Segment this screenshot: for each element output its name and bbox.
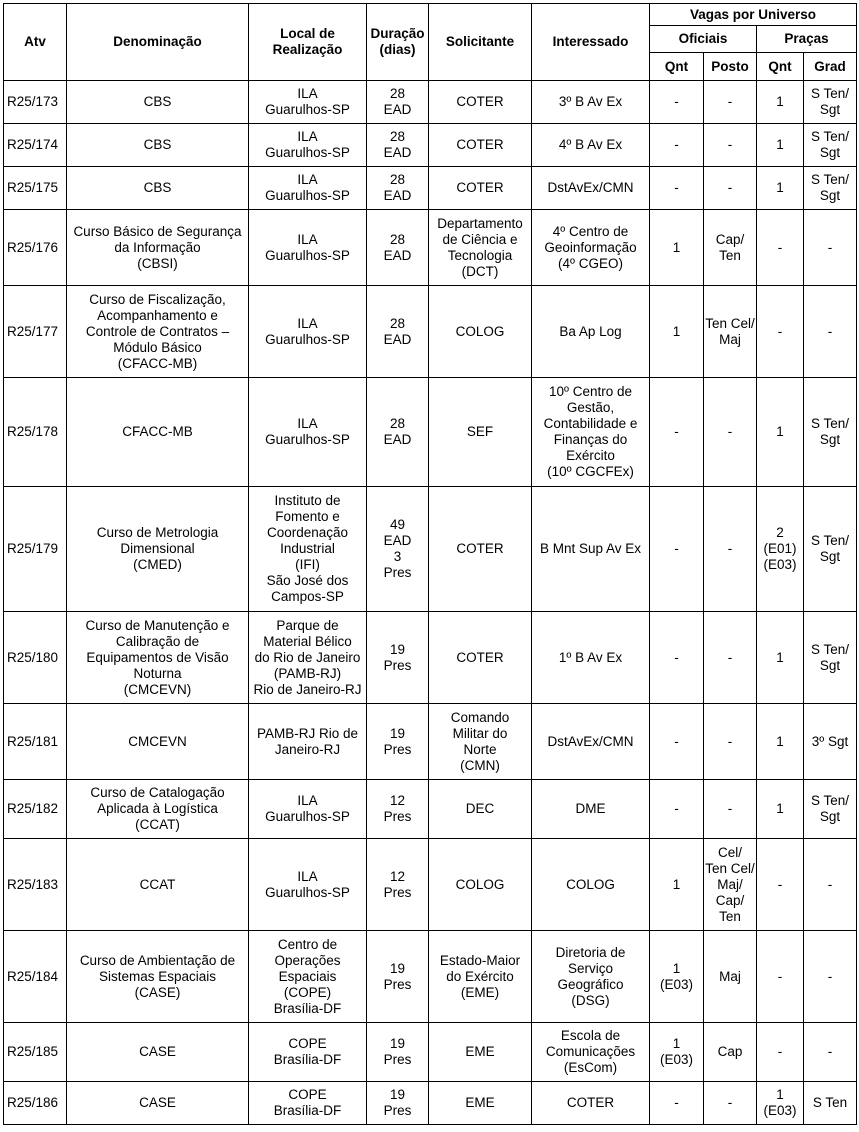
cell-solicitante: Estado-Maior do Exército (EME) [429,931,532,1023]
cell-interessado: Escola de Comunicações (EsCom) [532,1023,650,1082]
header-qnt-pracas: Qnt [757,53,804,81]
cell-grad: S Ten/ Sgt [804,81,857,124]
cell-grad: - [804,839,857,931]
table-row [4,704,857,780]
cell-qnt-oficiais: - [650,378,704,487]
cell-denominacao: Curso de Metrologia Dimensional (CMED) [67,487,249,612]
cell-qnt-oficiais: - [650,704,704,780]
cell-interessado: DstAvEx/CMN [532,704,650,780]
cell-atv: R25/175 [4,167,67,210]
cell-local: COPE Brasília-DF [249,1023,367,1082]
cell-denominacao: CASE [67,1082,249,1125]
cell-atv: R25/176 [4,210,67,286]
cell-posto: - [704,378,757,487]
cell-qnt-pracas: 1 [757,167,804,210]
header-duracao: Duração (dias) [367,4,429,81]
cell-solicitante: COTER [429,167,532,210]
header-grad: Grad [804,53,857,81]
cell-qnt-oficiais: 1 [650,210,704,286]
cell-posto: Maj [704,931,757,1023]
cell-interessado: 10º Centro de Gestão, Contabilidade e Finanças do Exército (10º CGCFEx) [532,378,650,487]
cell-qnt-pracas: - [757,839,804,931]
cell-qnt-oficiais: 1 (E03) [650,931,704,1023]
cell-denominacao: Curso de Ambientação de Sistemas Espaciais (CASE) [67,931,249,1023]
cell-qnt-oficiais: - [650,81,704,124]
cell-local: ILA Guarulhos-SP [249,167,367,210]
cell-interessado: DstAvEx/CMN [532,167,650,210]
cell-qnt-oficiais: - [650,780,704,839]
cell-grad: 3º Sgt [804,704,857,780]
cell-solicitante: DEC [429,780,532,839]
cell-denominacao: Curso de Fiscalização, Acompanhamento e Controle de Contratos – Módulo Básico (CFACC-MB) [67,286,249,378]
cell-grad: S Ten/ Sgt [804,378,857,487]
cell-interessado: B Mnt Sup Av Ex [532,487,650,612]
cell-qnt-pracas: 2 (E01) (E03) [757,487,804,612]
cell-qnt-pracas: 1 [757,81,804,124]
table-row [4,1023,857,1082]
cell-duracao: 19 Pres [367,612,429,704]
cell-interessado: Ba Ap Log [532,286,650,378]
cell-duracao: 19 Pres [367,1082,429,1125]
cell-local: COPE Brasília-DF [249,1082,367,1125]
header-qnt-oficiais: Qnt [650,53,704,81]
table-row [4,210,857,286]
table-row [4,167,857,210]
cell-qnt-pracas: - [757,210,804,286]
cell-solicitante: COTER [429,487,532,612]
cell-qnt-oficiais: 1 (E03) [650,1023,704,1082]
header-denominacao: Denominação [67,4,249,81]
cell-solicitante: EME [429,1082,532,1125]
cell-duracao: 12 Pres [367,780,429,839]
header-local: Local de Realização [249,4,367,81]
cell-duracao: 49 EAD 3 Pres [367,487,429,612]
table-row [4,839,857,931]
cell-atv: R25/177 [4,286,67,378]
cell-grad: S Ten [804,1082,857,1125]
cell-local: Instituto de Fomento e Coordenação Industrial (IFI) São José dos Campos-SP [249,487,367,612]
cell-posto: Ten Cel/ Maj [704,286,757,378]
cell-denominacao: CASE [67,1023,249,1082]
cell-local: ILA Guarulhos-SP [249,286,367,378]
cell-local: ILA Guarulhos-SP [249,780,367,839]
cell-atv: R25/182 [4,780,67,839]
table-row [4,286,857,378]
cell-qnt-oficiais: - [650,167,704,210]
cell-qnt-oficiais: - [650,1082,704,1125]
cell-qnt-pracas: 1 [757,780,804,839]
cell-posto: - [704,81,757,124]
header-vagas: Vagas por Universo [650,4,857,26]
cell-qnt-pracas: 1 (E03) [757,1082,804,1125]
cell-denominacao: Curso de Manutenção e Calibração de Equipamentos de Visão Noturna (CMCEVN) [67,612,249,704]
cell-qnt-pracas: 1 [757,612,804,704]
cell-atv: R25/181 [4,704,67,780]
cell-grad: S Ten/ Sgt [804,612,857,704]
header-posto: Posto [704,53,757,81]
cell-qnt-pracas: - [757,1023,804,1082]
cell-duracao: 19 Pres [367,704,429,780]
table-row [4,780,857,839]
table-row [4,487,857,612]
cell-atv: R25/186 [4,1082,67,1125]
cell-posto: - [704,1082,757,1125]
cell-interessado: 3º B Av Ex [532,81,650,124]
header-interessado: Interessado [532,4,650,81]
cell-solicitante: COLOG [429,286,532,378]
table-row [4,124,857,167]
cell-denominacao: CBS [67,81,249,124]
cell-denominacao: CCAT [67,839,249,931]
cell-duracao: 28 EAD [367,286,429,378]
table-row [4,81,857,124]
cell-interessado: 1º B Av Ex [532,612,650,704]
cell-local: Centro de Operações Espaciais (COPE) Brasília-DF [249,931,367,1023]
cell-qnt-pracas: 1 [757,704,804,780]
cell-interessado: 4º B Av Ex [532,124,650,167]
cell-atv: R25/173 [4,81,67,124]
cell-posto: - [704,704,757,780]
cell-qnt-oficiais: 1 [650,839,704,931]
cell-solicitante: COTER [429,81,532,124]
cell-qnt-pracas: - [757,931,804,1023]
cell-qnt-oficiais: 1 [650,286,704,378]
table-row [4,612,857,704]
header-oficiais: Oficiais [650,26,757,53]
cell-posto: Cel/ Ten Cel/ Maj/ Cap/ Ten [704,839,757,931]
cell-solicitante: COTER [429,124,532,167]
courses-table [3,3,857,1125]
cell-qnt-oficiais: - [650,124,704,167]
cell-local: ILA Guarulhos-SP [249,124,367,167]
cell-grad: S Ten/ Sgt [804,487,857,612]
cell-local: ILA Guarulhos-SP [249,210,367,286]
cell-local: PAMB-RJ Rio de Janeiro-RJ [249,704,367,780]
cell-duracao: 19 Pres [367,931,429,1023]
cell-grad: S Ten/ Sgt [804,167,857,210]
cell-local: ILA Guarulhos-SP [249,378,367,487]
cell-duracao: 19 Pres [367,1023,429,1082]
cell-posto: Cap [704,1023,757,1082]
cell-solicitante: COLOG [429,839,532,931]
cell-denominacao: CMCEVN [67,704,249,780]
cell-qnt-pracas: - [757,286,804,378]
cell-atv: R25/178 [4,378,67,487]
table-body [4,81,857,1125]
cell-denominacao: Curso de Catalogação Aplicada à Logística (CCAT) [67,780,249,839]
cell-local: ILA Guarulhos-SP [249,839,367,931]
table-row [4,378,857,487]
cell-grad: - [804,210,857,286]
cell-interessado: DME [532,780,650,839]
cell-denominacao: CFACC-MB [67,378,249,487]
table-row [4,1082,857,1125]
cell-atv: R25/180 [4,612,67,704]
cell-local: Parque de Material Bélico do Rio de Janeiro (PAMB-RJ) Rio de Janeiro-RJ [249,612,367,704]
cell-denominacao: Curso Básico de Segurança da Informação (CBSI) [67,210,249,286]
cell-duracao: 12 Pres [367,839,429,931]
cell-solicitante: EME [429,1023,532,1082]
cell-solicitante: COTER [429,612,532,704]
cell-duracao: 28 EAD [367,167,429,210]
cell-posto: - [704,780,757,839]
cell-qnt-oficiais: - [650,612,704,704]
cell-posto: - [704,487,757,612]
cell-duracao: 28 EAD [367,210,429,286]
cell-qnt-pracas: 1 [757,124,804,167]
header-pracas: Praças [757,26,857,53]
cell-atv: R25/185 [4,1023,67,1082]
header-atv: Atv [4,4,67,81]
cell-interessado: 4º Centro de Geoinformação (4º CGEO) [532,210,650,286]
cell-atv: R25/174 [4,124,67,167]
cell-atv: R25/183 [4,839,67,931]
cell-local: ILA Guarulhos-SP [249,81,367,124]
cell-atv: R25/184 [4,931,67,1023]
cell-grad: S Ten/ Sgt [804,780,857,839]
cell-qnt-oficiais: - [650,487,704,612]
cell-posto: - [704,612,757,704]
table-row [4,931,857,1023]
cell-posto: Cap/ Ten [704,210,757,286]
cell-solicitante: Comando Militar do Norte (CMN) [429,704,532,780]
cell-interessado: COLOG [532,839,650,931]
cell-duracao: 28 EAD [367,124,429,167]
cell-denominacao: CBS [67,124,249,167]
cell-atv: R25/179 [4,487,67,612]
cell-grad: S Ten/ Sgt [804,124,857,167]
cell-duracao: 28 EAD [367,378,429,487]
cell-grad: - [804,931,857,1023]
cell-solicitante: SEF [429,378,532,487]
table-header [4,4,857,81]
cell-solicitante: Departamento de Ciência e Tecnologia (DCT) [429,210,532,286]
cell-posto: - [704,167,757,210]
cell-duracao: 28 EAD [367,81,429,124]
cell-posto: - [704,124,757,167]
cell-grad: - [804,286,857,378]
cell-interessado: COTER [532,1082,650,1125]
cell-grad: - [804,1023,857,1082]
cell-interessado: Diretoria de Serviço Geográfico (DSG) [532,931,650,1023]
cell-qnt-pracas: 1 [757,378,804,487]
header-solicitante: Solicitante [429,4,532,81]
cell-denominacao: CBS [67,167,249,210]
